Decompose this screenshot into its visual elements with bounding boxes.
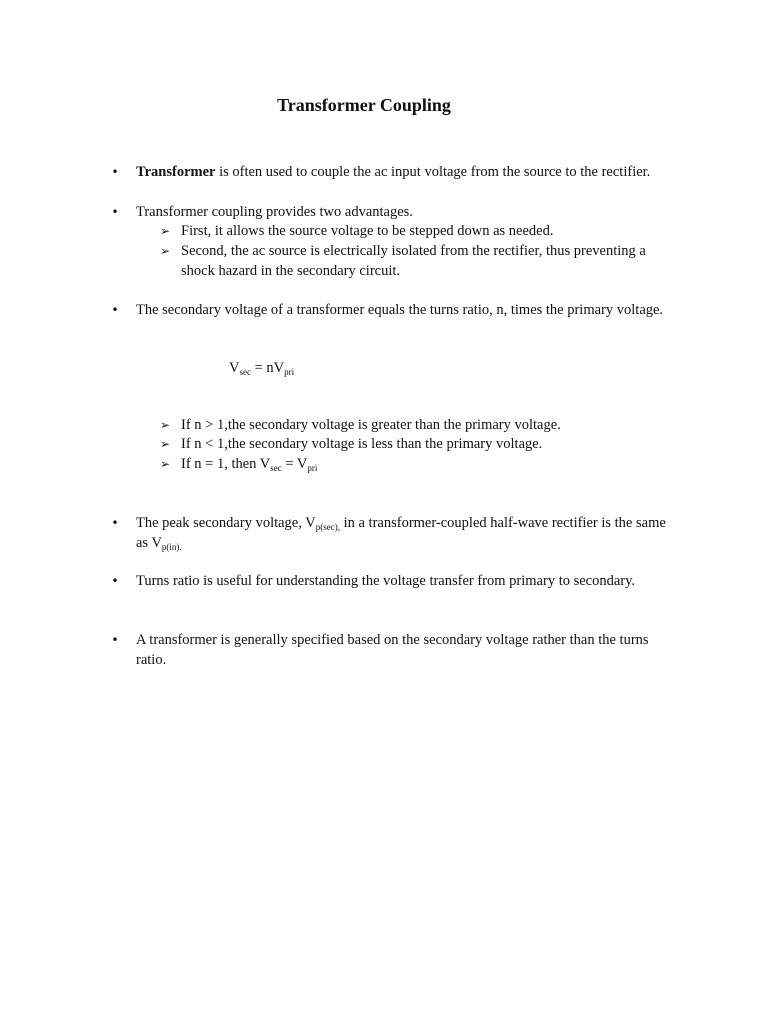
bullet-text: The secondary voltage of a transformer equals the turns ratio, n, times the primary voltage. <box>136 302 664 318</box>
cond-subscript-sec: sec <box>270 463 282 473</box>
arrow-bullet-icon: ➢ <box>160 457 171 471</box>
bullet-icon: • <box>111 165 119 179</box>
cond-mid: = V <box>281 456 308 472</box>
page-title: Transformer Coupling <box>277 95 451 115</box>
arrow-bullet-icon: ➢ <box>160 224 171 238</box>
sub-bullet-step-down <box>160 221 668 241</box>
sub-bullet-n-less <box>160 434 668 454</box>
bullet-peak-secondary-voltage <box>108 513 678 553</box>
bullet-transformer-specification <box>108 630 678 670</box>
equation-v: V <box>229 360 240 376</box>
sub-bullet-n-greater <box>160 415 668 435</box>
bullet-text: A transformer is generally specified based on the secondary voltage rather than the turns ratio. <box>136 632 649 668</box>
bullet-icon: • <box>111 574 119 588</box>
arrow-bullet-icon: ➢ <box>160 437 171 451</box>
arrow-bullet-icon: ➢ <box>160 244 171 258</box>
bullet-transformer-use <box>108 162 678 182</box>
peak-mid: in a transformer-coupled half-wave rectifier is the same as V <box>136 515 666 551</box>
cond-subscript-pri: pri <box>307 463 318 473</box>
equation-subscript-pri: pri <box>284 367 295 377</box>
bullet-text <box>136 162 678 182</box>
peak-subscript-pin: p(in). <box>161 542 182 552</box>
arrow-bullet-icon: ➢ <box>160 418 171 432</box>
sub-bullet-text: First, it allows the source voltage to be stepped down as needed. <box>181 223 554 239</box>
bullet-text-rest: is often used to couple the ac input voltage from the source to the rectifier. <box>215 164 651 180</box>
sub-bullet-text <box>181 454 668 474</box>
cond-pre: If n = 1, then V <box>181 456 271 472</box>
peak-pre: The peak secondary voltage, V <box>136 515 316 531</box>
bullet-turns-ratio-definition <box>108 300 678 320</box>
equation-subscript-sec: sec <box>239 367 251 377</box>
bullet-icon: • <box>111 633 119 647</box>
bullet-icon: • <box>111 303 119 317</box>
peak-subscript-psec: p(sec), <box>315 522 340 532</box>
bullet-icon: • <box>111 205 119 219</box>
equation-vsec <box>229 358 294 378</box>
bullet-turns-ratio-useful <box>108 571 678 591</box>
sub-bullet-isolation <box>160 241 668 281</box>
sub-bullet-n-equal <box>160 454 668 474</box>
sub-bullet-text: If n > 1,the secondary voltage is greater than the primary voltage. <box>181 417 561 433</box>
equation-mid: = nV <box>250 360 285 376</box>
bullet-text <box>136 513 678 553</box>
sub-bullet-text: Second, the ac source is electrically isolated from the rectifier, thus preventing a shock hazard in the secondary circuit. <box>181 243 646 279</box>
bullet-text: Turns ratio is useful for understanding the voltage transfer from primary to secondary. <box>136 573 636 589</box>
bullet-advantages <box>108 202 678 222</box>
bullet-text: Transformer coupling provides two advantages. <box>136 204 413 220</box>
sub-bullet-text: If n < 1,the secondary voltage is less than the primary voltage. <box>181 436 543 452</box>
bullet-icon: • <box>111 516 119 530</box>
bold-term: Transformer <box>136 164 216 180</box>
